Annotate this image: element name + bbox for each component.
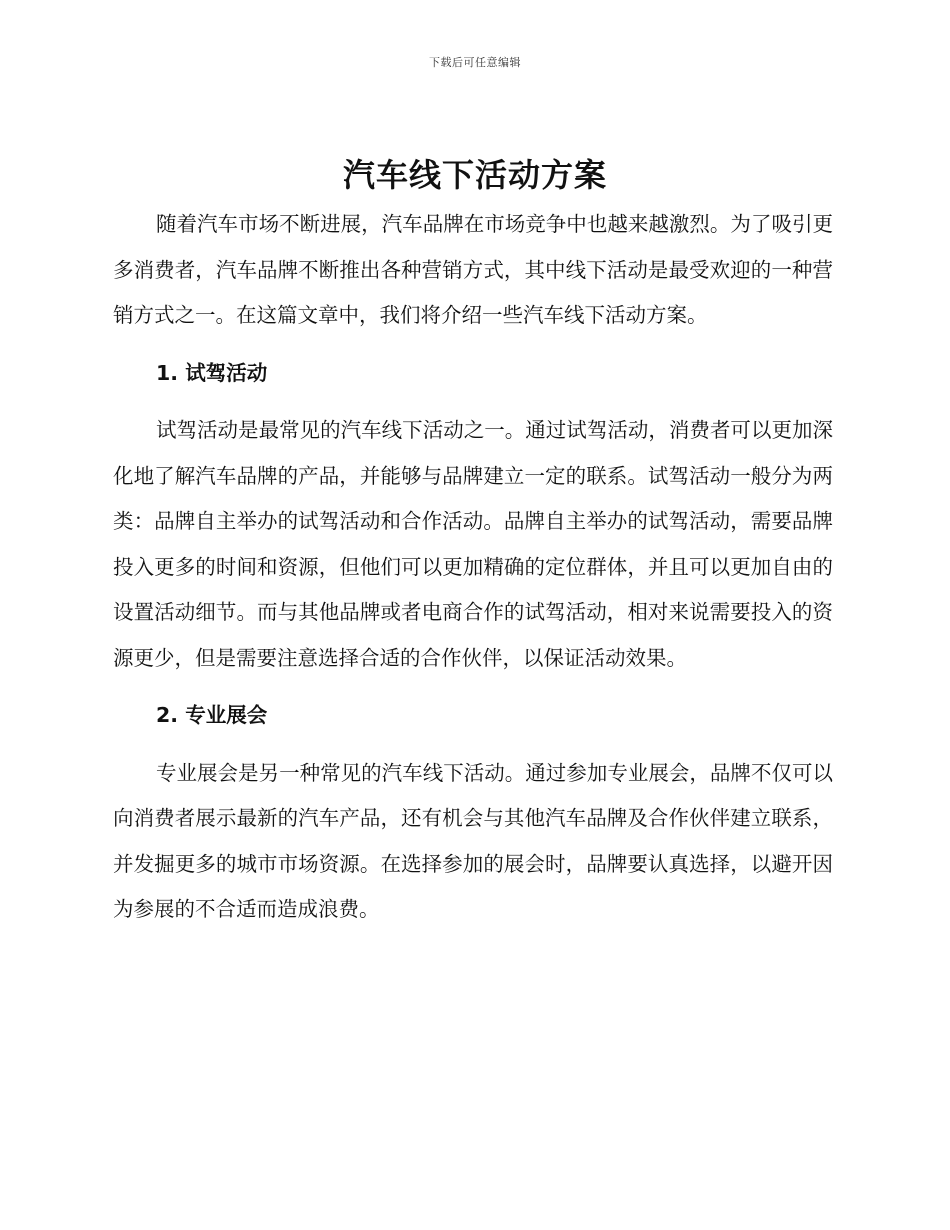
section-body-expo: 专业展会是另一种常见的汽车线下活动。通过参加专业展会，品牌不仅可以向消费者展示最新的汽车产品，还有机会与其他汽车品牌及合作伙伴建立联系，并发掘更多的城市市场资源。在选择参加的展会时，品牌要认真选择，以避开因为参展的不合适而造成浪费。 bbox=[113, 760, 833, 921]
document-body bbox=[113, 202, 833, 933]
section-heading-expo: 2. 专业展会 bbox=[156, 703, 268, 727]
document-title: 汽车线下活动方案 bbox=[342, 156, 607, 194]
spacer bbox=[113, 396, 833, 408]
spacer bbox=[113, 739, 833, 751]
intro-paragraph: 随着汽车市场不断进展，汽车品牌在市场竞争中也越来越激烈。为了吸引更多消费者，汽车品牌不断推出各种营销方式，其中线下活动是最受欢迎的一种营销方式之一。在这篇文章中，我们将介绍一些汽车线下活动方案。 bbox=[113, 212, 833, 327]
section-heading-test-drive: 1. 试驾活动 bbox=[156, 360, 268, 385]
spacer bbox=[113, 339, 833, 351]
spacer bbox=[113, 681, 833, 693]
section-body-test-drive: 试驾活动是最常见的汽车线下活动之一。通过试驾活动，消费者可以更加深化地了解汽车品牌的产品，并能够与品牌建立一定的联系。试驾活动一般分为两类：品牌自主举办的试驾活动和合作活动。品牌自主举办的试驾活动，需要品牌投入更多的时间和资源，但他们可以更加精确的定位群体，并且可以更加自由的设置活动细节。而与其他品牌或者电商合作的试驾活动，相对来说需要投入的资源更少，但是需要注意选择合适的合作伙伴，以保证活动效果。 bbox=[113, 418, 833, 670]
page-header-note: 下载后可任意编辑 bbox=[429, 56, 521, 69]
